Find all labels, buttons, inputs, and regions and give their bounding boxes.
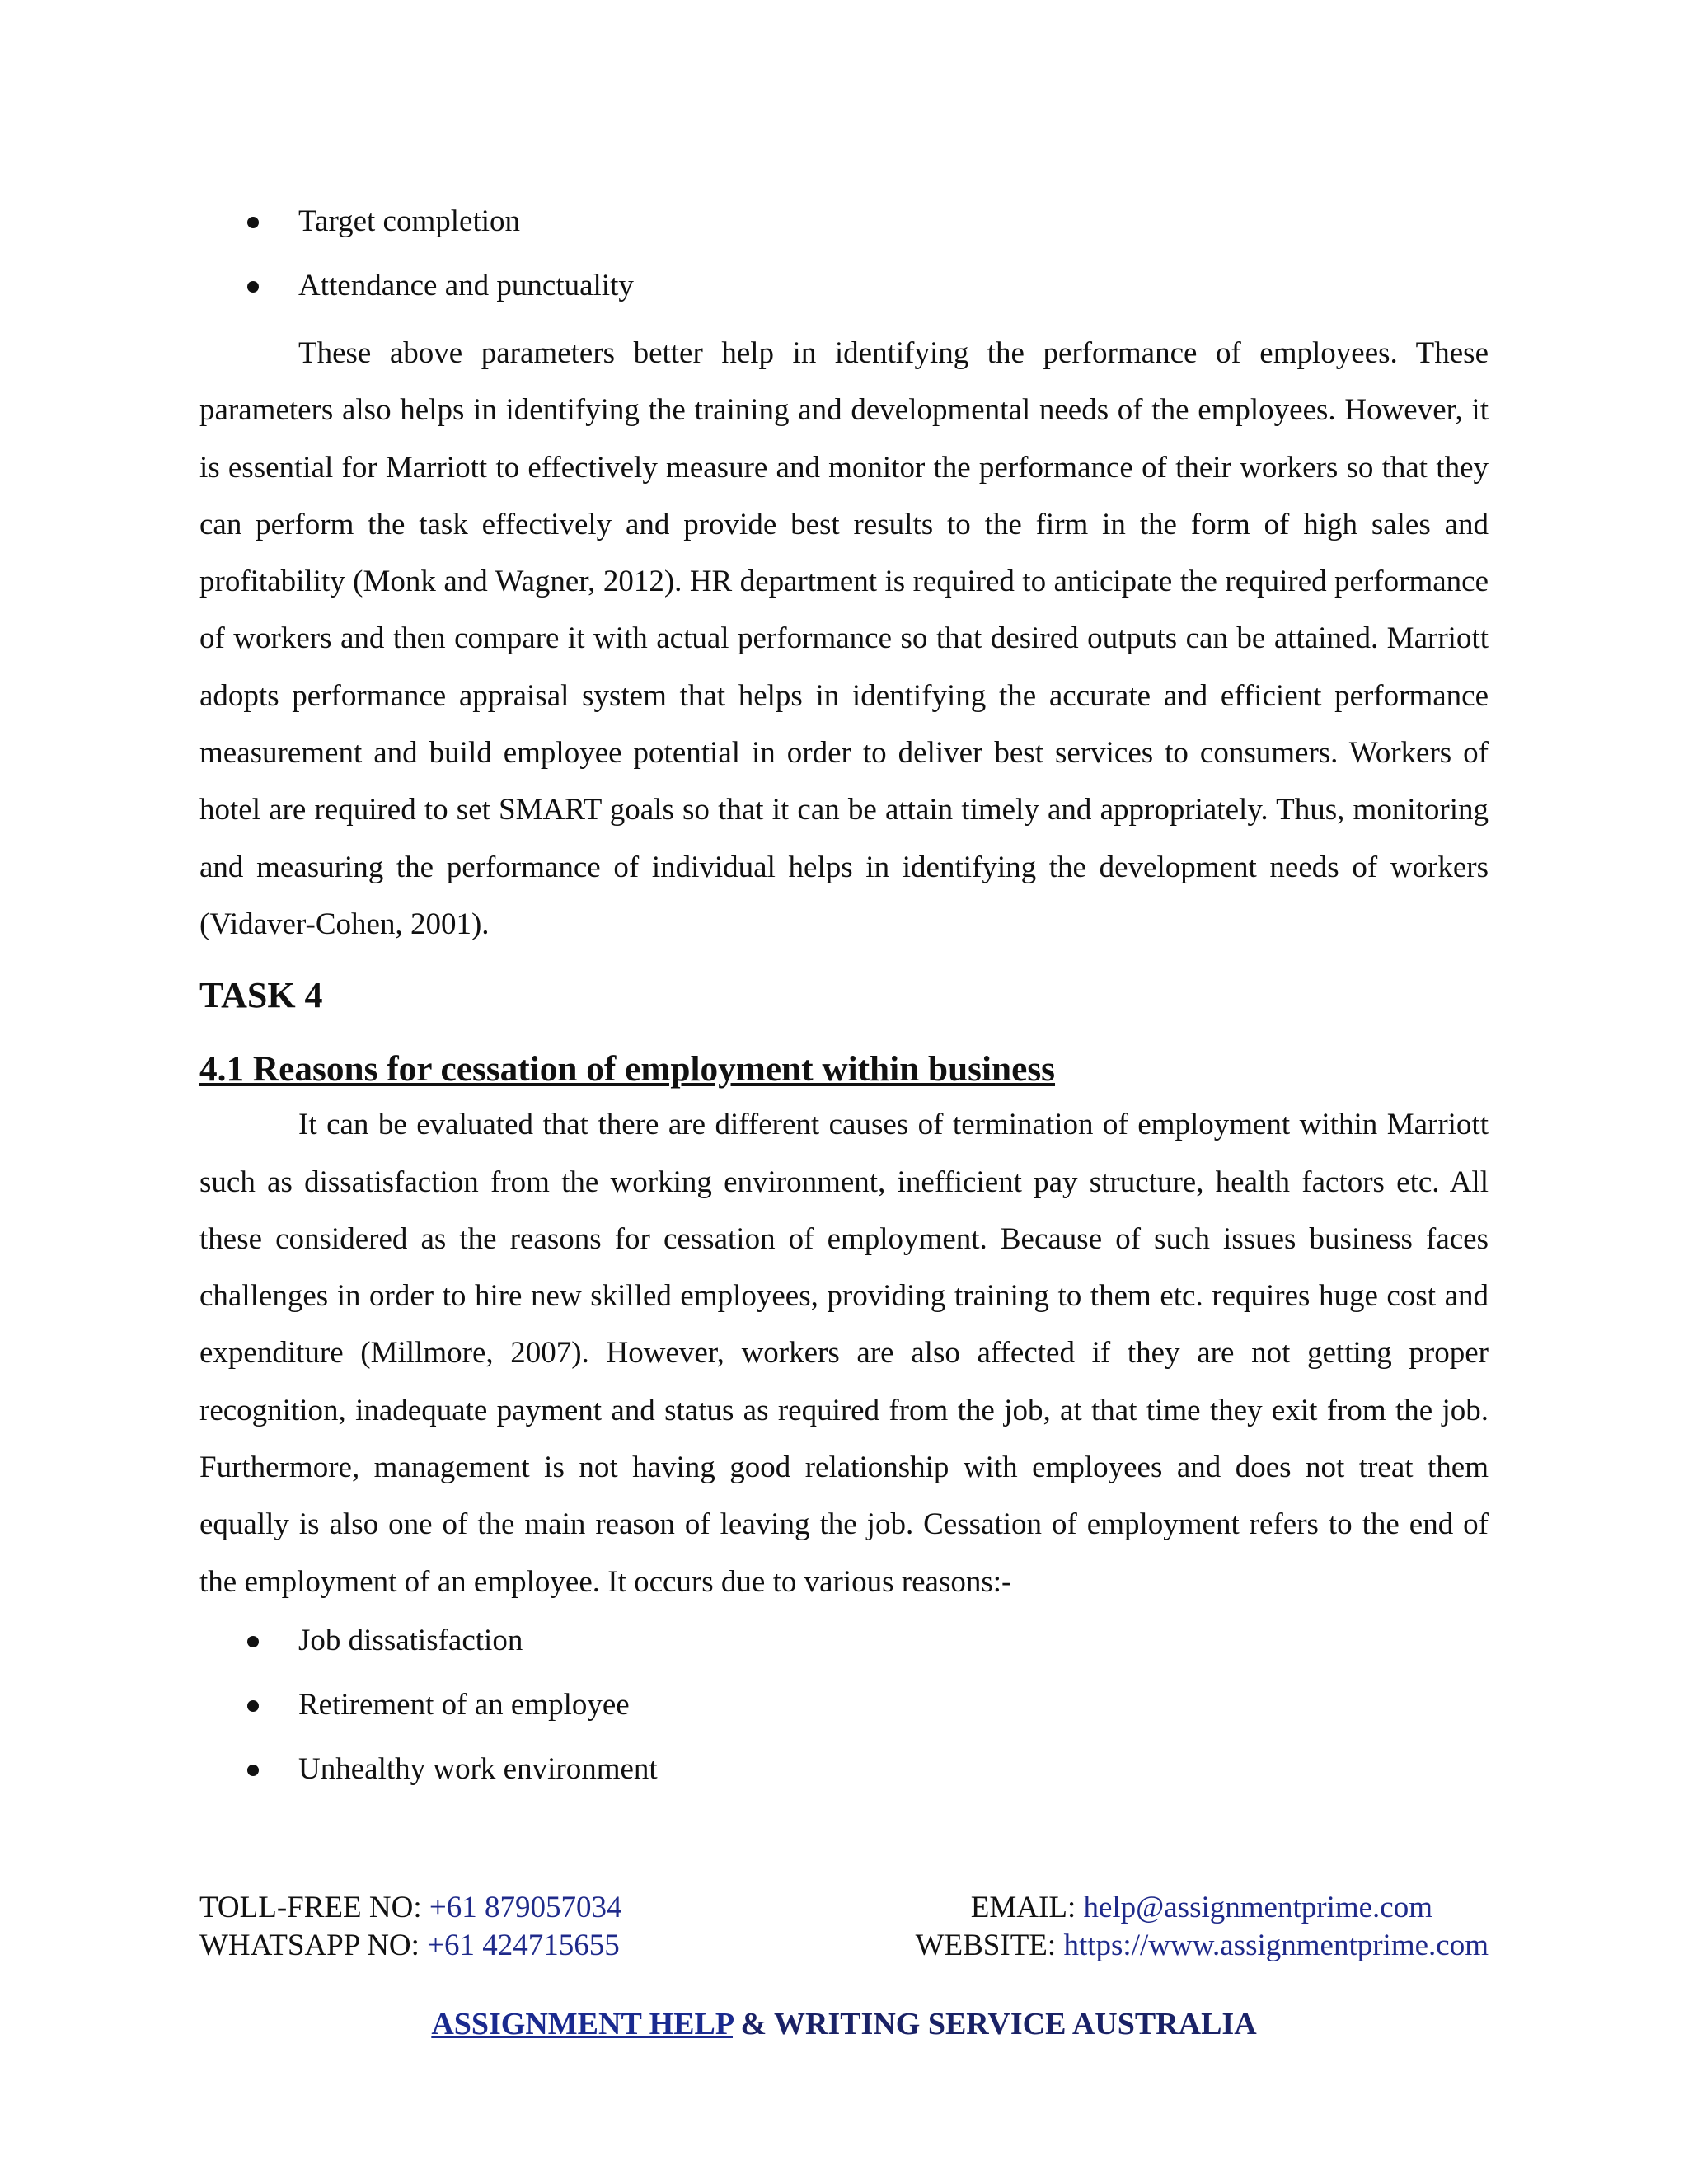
email-line: [971, 1889, 1489, 1927]
list-item-text: Unhealthy work environment: [298, 1751, 658, 1786]
bullet-icon: [247, 1700, 259, 1712]
section-heading: TASK 4: [199, 975, 323, 1016]
bullet-icon: [247, 281, 259, 293]
whatsapp-line: [199, 1927, 620, 1965]
page-content: [199, 196, 1489, 1808]
footer-row-1: [199, 1889, 1489, 1927]
tollfree-line: [199, 1889, 621, 1927]
bullet-list-bottom: [199, 1615, 1489, 1808]
list-item: [199, 1680, 1489, 1744]
list-item-text: Target completion: [298, 204, 521, 238]
list-item: [199, 1615, 1489, 1680]
footer-row-2: [199, 1927, 1489, 1965]
whatsapp-label: WHATSAPP NO:: [199, 1929, 428, 1962]
website-line: [916, 1927, 1489, 1965]
list-item: [199, 260, 1489, 325]
page-footer: [199, 1889, 1489, 1965]
list-item: [199, 1744, 1489, 1808]
subsection-heading: 4.1 Reasons for cessation of employment within business: [199, 1049, 1056, 1090]
assignment-help-link[interactable]: ASSIGNMENT HELP: [431, 2007, 733, 2041]
list-item-text: Job dissatisfaction: [298, 1623, 523, 1657]
tollfree-number[interactable]: +61 879057034: [429, 1891, 622, 1924]
email-label: EMAIL:: [970, 1891, 1084, 1924]
brand-tagline: & WRITING SERVICE AUSTRALIA: [733, 2007, 1257, 2041]
website-link[interactable]: https://www.assignmentprime.com: [1063, 1929, 1489, 1962]
bullet-icon: [247, 1765, 259, 1776]
bullet-icon: [247, 217, 259, 228]
body-paragraph: It can be evaluated that there are different causes of termination of employment within Marriott such as dissatisfaction from the working environment, inefficient pay structure, health factors etc. All these considered as the reasons for cessation of employment. Because of such issues business faces challenges in order to hire new skilled employees, providing training to them etc. requires huge cost and expenditure (Millmore, 2007). However, workers are also affected if they are not getting proper recognition, inadequate payment and status as required from the job, at that time they exit from the job. Furthermore, management is not having good relationship with employees and does not treat them equally is also one of the main reason of leaving the job. Cessation of employment refers to the end of the employment of an employee. It occurs due to various reasons:-: [199, 1108, 1489, 1599]
website-label: WEBSITE:: [915, 1929, 1064, 1962]
bullet-list-top: [199, 196, 1489, 325]
list-item: [199, 196, 1489, 260]
email-link[interactable]: help@assignmentprime.com: [1083, 1891, 1432, 1924]
brand-banner: [0, 2006, 1688, 2042]
body-paragraph: These above parameters better help in identifying the performance of employees. These parameters also helps in identifying the training and developmental needs of the employees. However, it is essential for Marriott to effectively measure and monitor the performance of their workers so that they can perform the task effectively and provide best results to the firm in the form of high sales and profitability (Monk and Wagner, 2012). HR department is required to anticipate the required performance of workers and then compare it with actual performance so that desired outputs can be attained. Marriott adopts performance appraisal system that helps in identifying the accurate and efficient performance measurement and build employee potential in order to deliver best services to consumers. Workers of hotel are required to set SMART goals so that it can be attain timely and appropriately. Thus, monitoring and measuring the performance of individual helps in identifying the development needs of workers (Vidaver-Cohen, 2001).: [199, 336, 1489, 941]
tollfree-label: TOLL-FREE NO:: [199, 1891, 429, 1924]
list-item-text: Attendance and punctuality: [298, 269, 634, 302]
whatsapp-number[interactable]: +61 424715655: [427, 1929, 620, 1962]
list-item-text: Retirement of an employee: [298, 1687, 630, 1722]
bullet-icon: [247, 1636, 259, 1647]
